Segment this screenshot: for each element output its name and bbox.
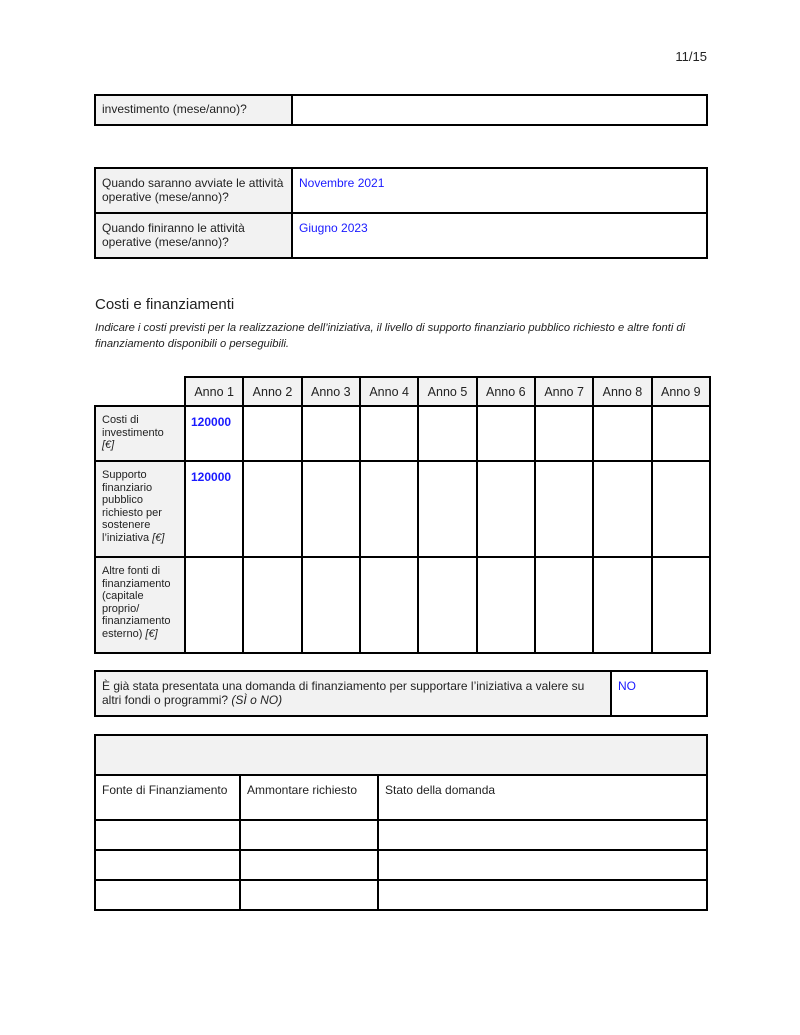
cost-cell[interactable] [535, 461, 593, 557]
cost-cell[interactable] [593, 557, 651, 653]
cost-cell[interactable] [185, 557, 243, 653]
cost-cell[interactable] [418, 557, 476, 653]
status-cell[interactable] [378, 820, 707, 850]
end-date-row [95, 213, 707, 258]
costs-table [94, 376, 711, 654]
start-date-row [95, 168, 707, 213]
cost-cell[interactable] [535, 406, 593, 461]
year-header: Anno 4 [360, 377, 418, 406]
sources-banner-row [95, 735, 707, 775]
cost-cell[interactable] [535, 557, 593, 653]
cost-cell[interactable] [477, 461, 535, 557]
source-cell[interactable] [95, 850, 240, 880]
investment-date-table [94, 94, 708, 126]
unit-label: [€] [102, 439, 115, 451]
cost-cell[interactable] [652, 557, 710, 653]
source-cell[interactable] [95, 820, 240, 850]
amount-cell[interactable] [240, 820, 378, 850]
section-description: Indicare i costi previsti per la realizzazione dell’iniziativa, il livello di supporto finanziario pubblico richiesto e altre fonti di finanziamento disponibili o perseguibili. [95, 322, 686, 350]
sources-row [95, 820, 707, 850]
end-date-label: Quando finiranno le attività operative (mese/anno)? [95, 213, 292, 258]
year-header: Anno 2 [243, 377, 301, 406]
costs-header-row [95, 377, 710, 406]
row-label-other-sources [95, 557, 185, 653]
question-hint: (SÌ o NO) [231, 693, 283, 707]
sources-header-row [95, 775, 707, 820]
question-text: È già stata presentata una domanda di finanziamento per supportare l’iniziativa a valere su altri fondi o programmi? [102, 679, 585, 707]
unit-label: [€] [145, 627, 158, 640]
funding-sources-table [94, 734, 708, 911]
sources-banner [95, 735, 707, 775]
column-header-status: Stato della domanda [378, 775, 707, 820]
row-label-investment [95, 406, 185, 461]
cost-cell[interactable] [360, 461, 418, 557]
costs-row-other-sources [95, 557, 710, 653]
status-cell[interactable] [378, 850, 707, 880]
cost-cell[interactable] [418, 461, 476, 557]
row-label-text: Costi di investimento [102, 414, 164, 439]
cost-cell[interactable] [652, 461, 710, 557]
cost-cell[interactable] [360, 557, 418, 653]
year-header: Anno 8 [593, 377, 651, 406]
sources-row [95, 880, 707, 910]
cost-cell[interactable] [302, 557, 360, 653]
year-header: Anno 6 [477, 377, 535, 406]
investment-date-row [95, 95, 707, 125]
start-date-label: Quando saranno avviate le attività operative (mese/anno)? [95, 168, 292, 213]
page-number: 11/15 [675, 49, 707, 64]
year-header: Anno 3 [302, 377, 360, 406]
status-cell[interactable] [378, 880, 707, 910]
cost-cell[interactable]: 120000 [185, 406, 243, 461]
year-header: Anno 7 [535, 377, 593, 406]
amount-cell[interactable] [240, 880, 378, 910]
investment-date-label: investimento (mese/anno)? [95, 95, 292, 125]
investment-date-field[interactable] [292, 95, 707, 125]
costs-row-investment [95, 406, 710, 461]
year-header: Anno 5 [418, 377, 476, 406]
cost-cell[interactable] [418, 406, 476, 461]
column-header-source: Fonte di Finanziamento [95, 775, 240, 820]
cost-cell[interactable] [360, 406, 418, 461]
other-funding-question [95, 671, 611, 716]
cost-cell[interactable] [243, 406, 301, 461]
other-funding-answer[interactable]: NO [611, 671, 707, 716]
cost-cell[interactable] [302, 406, 360, 461]
start-date-field[interactable]: Novembre 2021 [292, 168, 707, 213]
cost-cell[interactable] [477, 406, 535, 461]
section-title: Costi e finanziamenti [95, 296, 235, 313]
cost-cell[interactable] [477, 557, 535, 653]
other-funding-row [95, 671, 707, 716]
unit-label: [€] [152, 531, 165, 544]
operative-dates-table [94, 167, 708, 259]
end-date-field[interactable]: Giugno 2023 [292, 213, 707, 258]
sources-row [95, 850, 707, 880]
cost-cell[interactable] [243, 557, 301, 653]
source-cell[interactable] [95, 880, 240, 910]
row-label-public-support [95, 461, 185, 557]
year-header: Anno 1 [185, 377, 243, 406]
amount-cell[interactable] [240, 850, 378, 880]
cost-cell[interactable] [243, 461, 301, 557]
cost-cell[interactable] [302, 461, 360, 557]
cost-cell[interactable] [593, 406, 651, 461]
year-header: Anno 9 [652, 377, 710, 406]
costs-row-public-support [95, 461, 710, 557]
cost-cell[interactable] [593, 461, 651, 557]
column-header-amount: Ammontare richiesto [240, 775, 378, 820]
row-label-text: Supporto finanziario pubblico richiesto per sostenere l’iniziativa [102, 469, 162, 544]
other-funding-table [94, 670, 708, 717]
cost-cell[interactable] [652, 406, 710, 461]
header-corner [95, 377, 185, 406]
cost-cell[interactable]: 120000 [185, 461, 243, 557]
row-label-text: Altre fonti di finanziamento (capitale proprio/ finanziamento esterno) [102, 565, 171, 640]
